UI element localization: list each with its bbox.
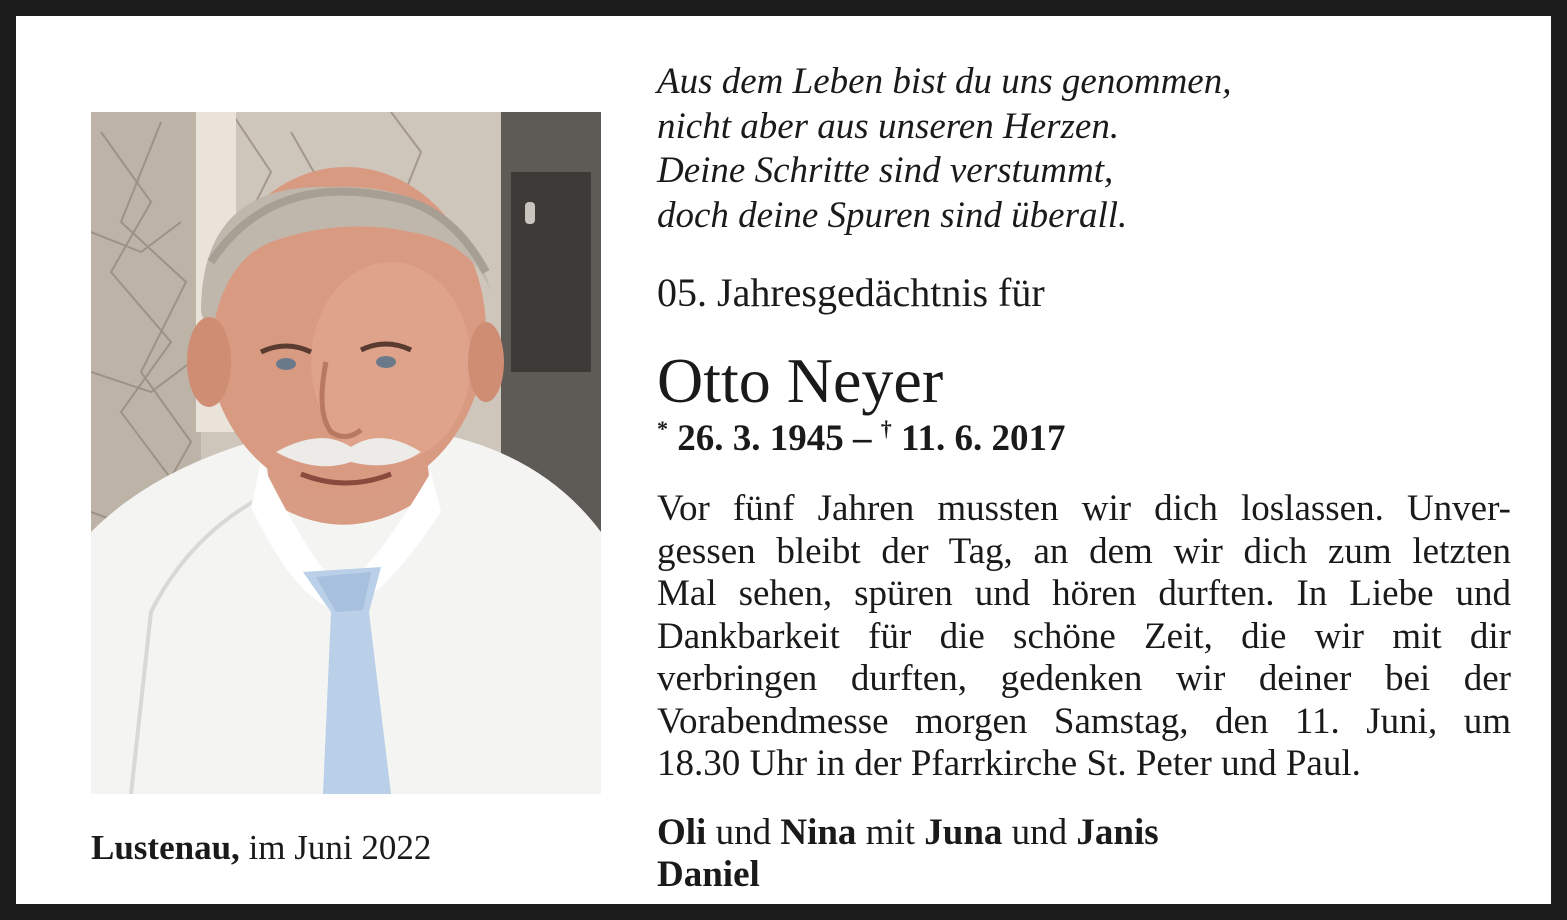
- deceased-name: Otto Neyer: [657, 345, 944, 416]
- signer-name: Daniel: [657, 854, 760, 895]
- signature-conjunction: und: [715, 812, 772, 853]
- text-line: Vorabendmesse morgen Samstag, den 11. Juni, um: [657, 700, 1511, 742]
- text-line: Dankbarkeit für die schöne Zeit, die wir mit dir: [657, 615, 1511, 657]
- life-dates: [657, 416, 1537, 460]
- signer-name: Oli: [657, 812, 707, 853]
- place-date: [91, 828, 431, 868]
- place-city: Lustenau,: [91, 828, 240, 867]
- text-line: Mal sehen, spüren und hören durften. In Liebe und: [657, 573, 1511, 614]
- place-date-text: im Juni 2022: [248, 828, 432, 867]
- death-date: 11. 6. 2017: [901, 418, 1066, 459]
- text-line: 18.30 Uhr in der Pfarrkirche St. Peter und Paul.: [657, 743, 1361, 784]
- signer-name: Nina: [780, 812, 857, 853]
- signature: [657, 812, 1537, 896]
- birth-date: 26. 3. 1945: [677, 418, 844, 459]
- death-symbol: †: [880, 416, 892, 441]
- poem-line: Aus dem Leben bist du uns genommen,: [657, 61, 1232, 102]
- signature-line-2: [657, 854, 1537, 896]
- portrait-illustration: [91, 112, 601, 794]
- memorial-text: [657, 488, 1511, 786]
- signer-name: Juna: [924, 812, 1003, 853]
- signature-conjunction: und: [1011, 812, 1068, 853]
- text-line: Vor fünf Jahren mussten wir dich loslassen. Unver-: [657, 488, 1511, 529]
- date-separator: –: [853, 418, 872, 459]
- signature-line-1: [657, 812, 1537, 854]
- signature-conjunction: mit: [865, 812, 916, 853]
- text-line: gessen bleibt der Tag, an dem wir dich zum letzten: [657, 530, 1511, 572]
- text-line: verbringen durften, gedenken wir deiner bei der: [657, 658, 1511, 699]
- poem-line: doch deine Spuren sind überall.: [657, 194, 1128, 236]
- birth-symbol: *: [657, 416, 668, 441]
- poem-line: Deine Schritte sind verstummt,: [657, 150, 1114, 191]
- anniversary-heading: 05. Jahresgedächtnis für: [657, 270, 1045, 315]
- poem: [657, 60, 1537, 238]
- portrait-photo: [91, 112, 601, 794]
- signer-name: Janis: [1076, 812, 1159, 853]
- poem-line: nicht aber aus unseren Herzen.: [657, 105, 1120, 147]
